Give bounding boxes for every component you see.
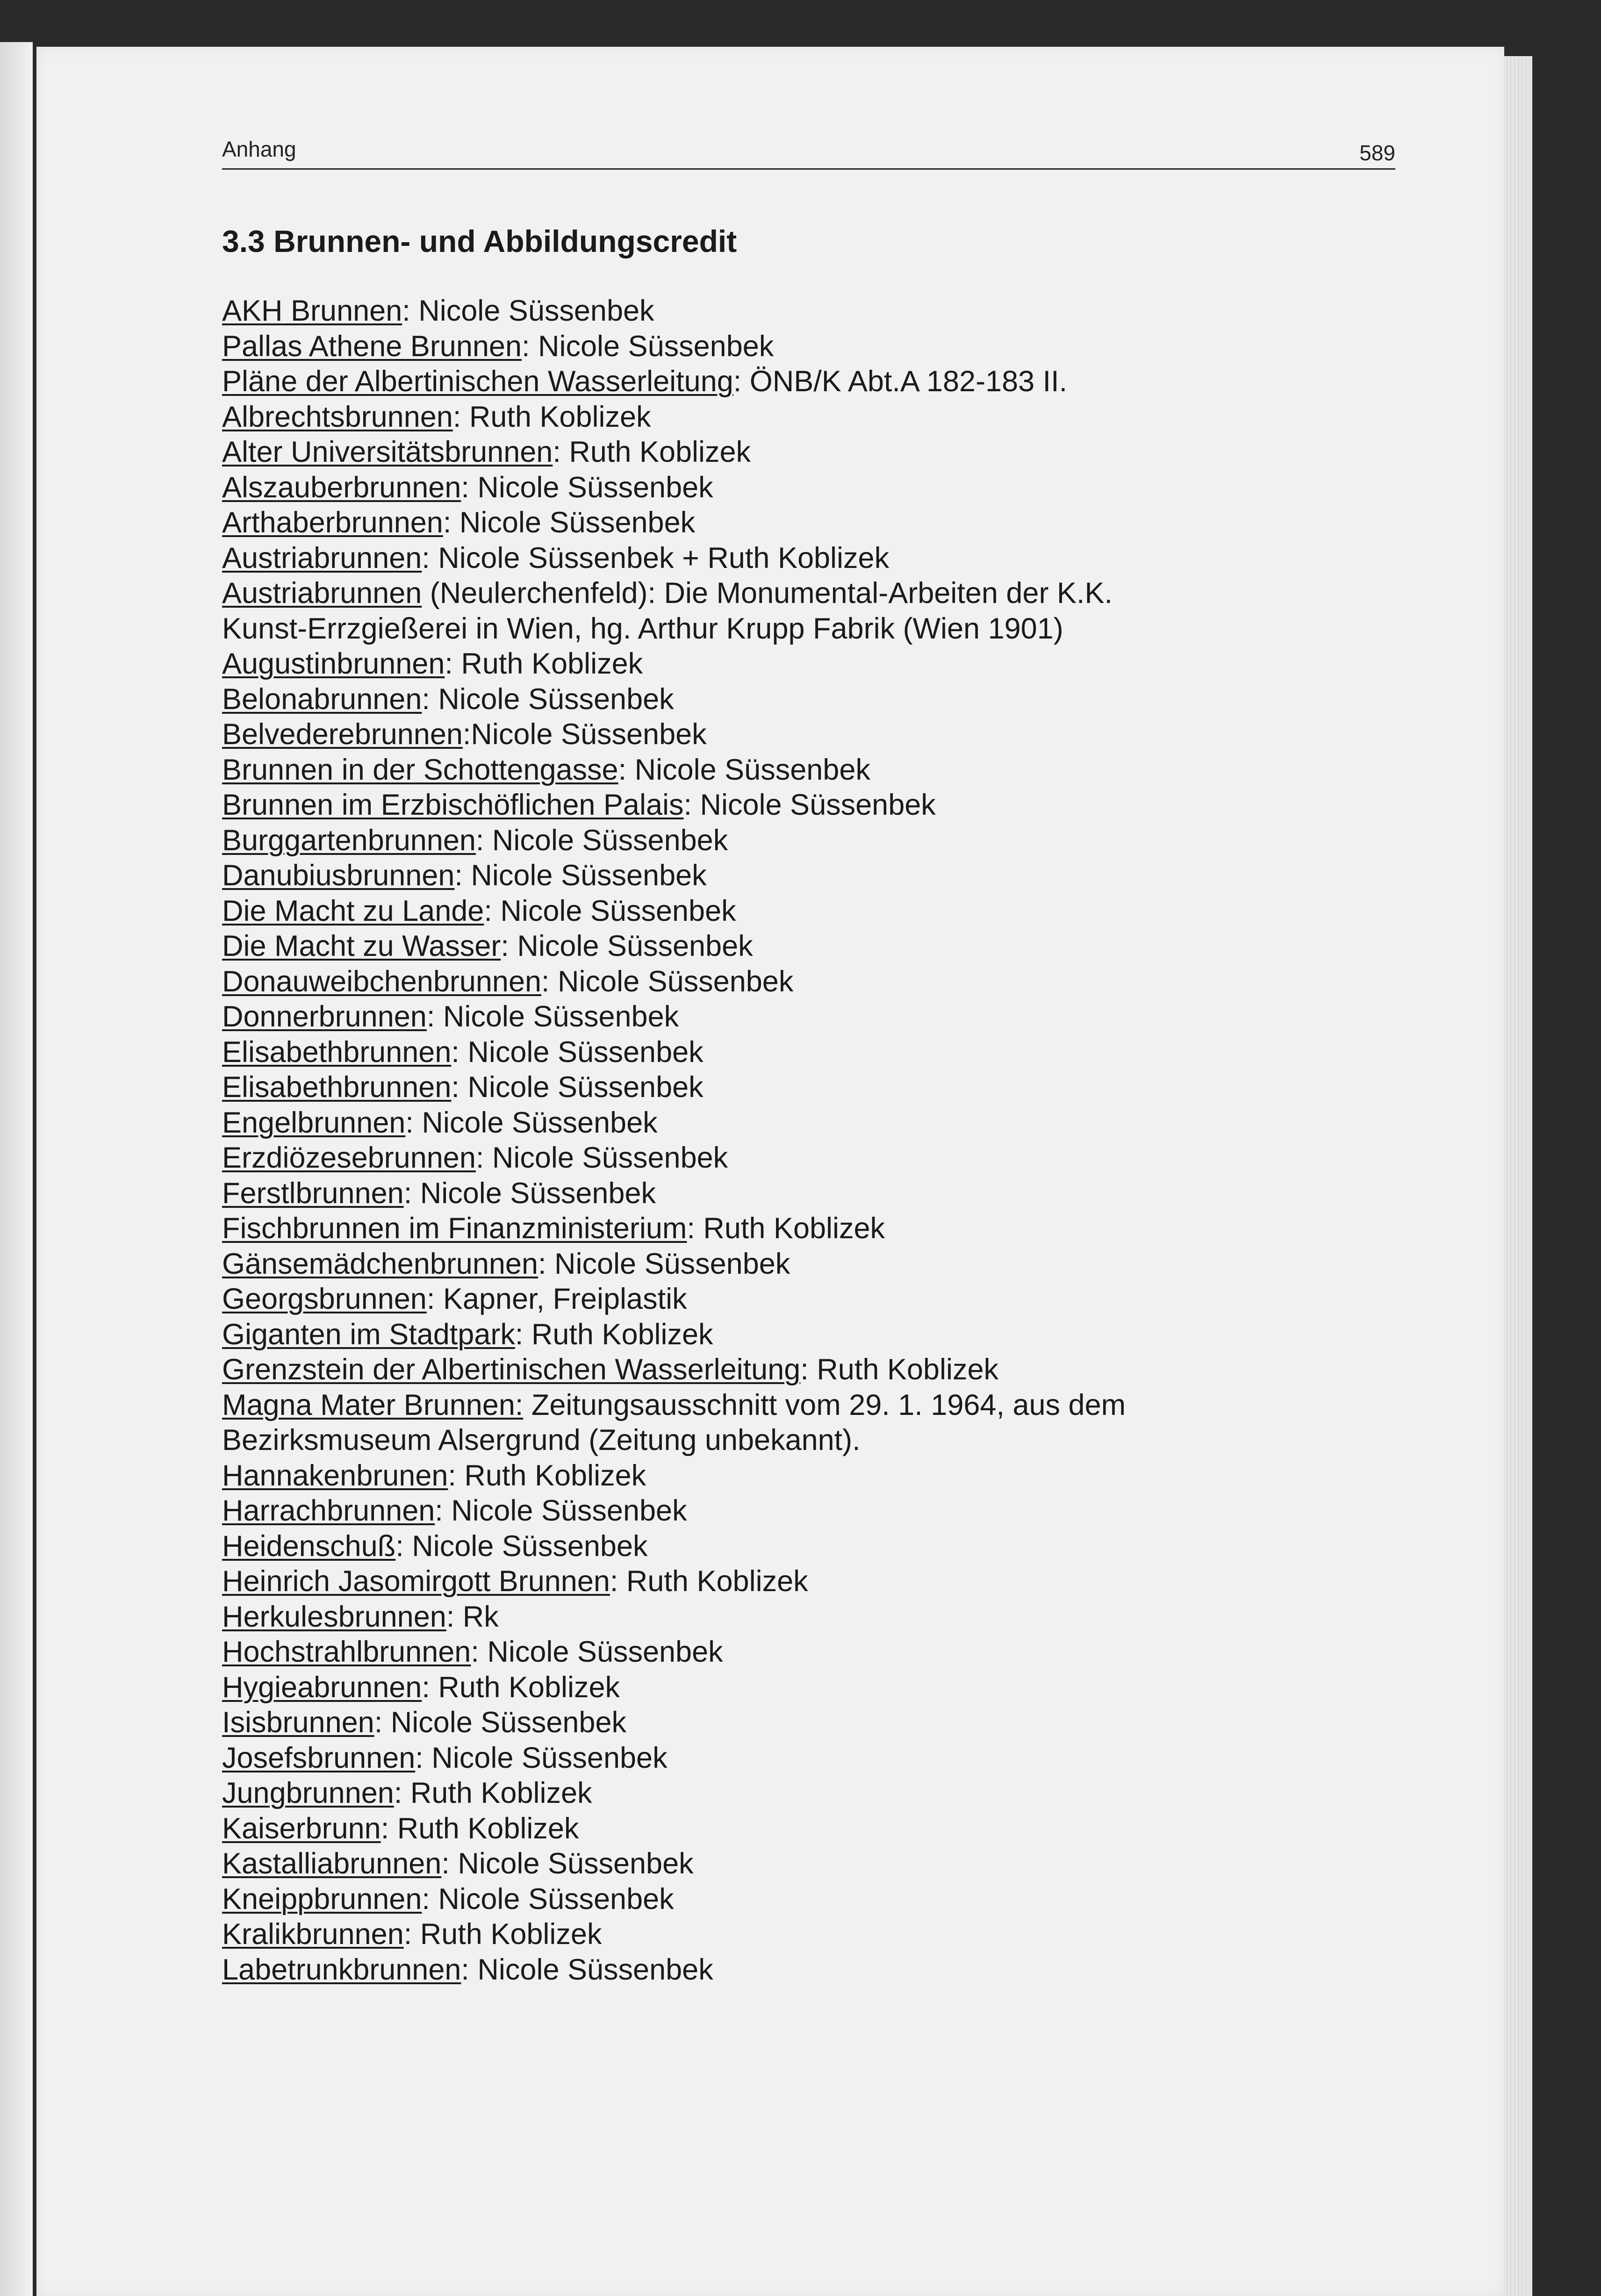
credit-entry xyxy=(222,505,1400,541)
credit-source: : Nicole Süssenbek xyxy=(422,682,674,716)
credit-source: : Ruth Koblizek xyxy=(610,1565,808,1598)
fountain-name: Pläne der Albertinischen Wasserleitung xyxy=(222,365,733,398)
fountain-name: Austriabrunnen xyxy=(222,541,422,574)
credit-source: : Nicole Süssenbek + Ruth Koblizek xyxy=(422,541,890,574)
credit-source: : Nicole Süssenbek xyxy=(541,965,794,998)
credit-entry xyxy=(222,1811,1400,1847)
fountain-name: Hochstrahlbrunnen xyxy=(222,1636,471,1668)
credit-source: : Ruth Koblizek xyxy=(452,400,651,433)
credit-entry xyxy=(222,999,1400,1035)
fountain-name: Die Macht zu Lande xyxy=(222,894,484,927)
credit-source: : Nicole Süssenbek xyxy=(471,1636,723,1668)
credit-source: : Ruth Koblizek xyxy=(403,1918,602,1951)
credit-entry xyxy=(222,1846,1400,1882)
credit-source: : Nicole Süssenbek xyxy=(618,753,870,786)
credit-source: : ÖNB/K Abt.A 182-183 II. xyxy=(733,365,1068,398)
fountain-name: Arthaberbrunnen xyxy=(222,506,443,539)
credit-entry xyxy=(222,435,1400,470)
credit-entry xyxy=(222,1141,1400,1176)
fountain-name: Jungbrunnen xyxy=(222,1777,394,1809)
fountain-name: Brunnen in der Schottengasse xyxy=(222,753,618,786)
fountain-name: Belvederebrunnen xyxy=(222,718,463,751)
page-stack-edge xyxy=(1504,56,1532,2296)
fountain-name: Augustinbrunnen xyxy=(222,647,445,680)
credit-entry xyxy=(222,1741,1400,1776)
credit-entry xyxy=(222,1317,1400,1353)
fountain-name: Kaiserbrunn xyxy=(222,1812,381,1845)
credit-source: : Nicole Süssenbek xyxy=(484,894,736,927)
credit-source: : Nicole Süssenbek xyxy=(454,859,707,892)
fountain-name: Kastalliabrunnen xyxy=(222,1847,442,1880)
credit-source: : Nicole Süssenbek xyxy=(538,1247,790,1280)
fountain-name: Josefsbrunnen xyxy=(222,1741,416,1774)
credit-list xyxy=(222,294,1400,1987)
credit-source: Kunst-Errzgießerei in Wien, hg. Arthur Krupp Fabrik (Wien 1901) xyxy=(222,612,1063,645)
fountain-name: Burggartenbrunnen xyxy=(222,824,476,857)
credit-source: : Ruth Koblizek xyxy=(515,1318,713,1351)
credit-entry xyxy=(222,1776,1400,1811)
fountain-name: Donnerbrunnen xyxy=(222,1000,427,1033)
credit-entry xyxy=(222,894,1400,929)
credit-entry xyxy=(222,1600,1400,1635)
fountain-name: Engelbrunnen xyxy=(222,1106,406,1139)
credit-source: : Nicole Süssenbek xyxy=(683,789,936,821)
fountain-name: Elisabethbrunnen xyxy=(222,1071,452,1104)
credit-entry xyxy=(222,1423,1400,1458)
fountain-name: Gänsemädchenbrunnen xyxy=(222,1247,538,1280)
fountain-name: Isisbrunnen xyxy=(222,1706,374,1739)
fountain-name: Danubiusbrunnen xyxy=(222,859,455,892)
credit-entry xyxy=(222,1458,1400,1494)
credit-entry xyxy=(222,788,1400,823)
credit-source: : Nicole Süssenbek xyxy=(422,1882,674,1916)
credit-entry xyxy=(222,1705,1400,1741)
credit-source: : Nicole Süssenbek xyxy=(402,294,654,327)
fountain-name: Brunnen im Erzbischöflichen Palais xyxy=(222,789,684,821)
credit-source: : Nicole Süssenbek xyxy=(403,1177,656,1210)
fountain-name: Fischbrunnen im Finanzministerium xyxy=(222,1212,687,1245)
page-number: 589 xyxy=(1359,141,1395,165)
fountain-name: Alszauberbrunnen xyxy=(222,471,461,504)
credit-source: : Nicole Süssenbek xyxy=(475,1141,728,1174)
credit-source: : Ruth Koblizek xyxy=(553,436,751,468)
credit-entry xyxy=(222,1952,1400,1988)
credit-entry xyxy=(222,858,1400,894)
credit-source: : Ruth Koblizek xyxy=(394,1777,592,1809)
fountain-name: Heinrich Jasomirgott Brunnen xyxy=(222,1565,610,1598)
fountain-name: Kneippbrunnen xyxy=(222,1882,422,1916)
credit-source: : Ruth Koblizek xyxy=(381,1812,579,1845)
fountain-name: Elisabethbrunnen xyxy=(222,1035,452,1069)
credit-source: : Kapner, Freiplastik xyxy=(426,1283,687,1315)
credit-source: : Nicole Süssenbek xyxy=(441,1847,694,1880)
credit-entry xyxy=(222,646,1400,682)
credit-entry xyxy=(222,1247,1400,1282)
credit-source: : Nicole Süssenbek xyxy=(451,1035,704,1069)
credit-source: : Nicole Süssenbek xyxy=(374,1706,627,1739)
credit-source: : Ruth Koblizek xyxy=(800,1353,998,1386)
credit-entry xyxy=(222,1564,1400,1600)
fountain-name: Die Macht zu Wasser xyxy=(222,930,501,962)
credit-source: : Nicole Süssenbek xyxy=(395,1529,648,1563)
fountain-name: Albrechtsbrunnen xyxy=(222,400,453,433)
credit-entry xyxy=(222,1070,1400,1105)
credit-entry xyxy=(222,1176,1400,1212)
fountain-name: Ferstlbrunnen xyxy=(222,1177,404,1210)
fountain-name: Georgsbrunnen xyxy=(222,1283,427,1315)
fountain-name: Alter Universitätsbrunnen xyxy=(222,436,553,468)
fountain-name: Donauweibchenbrunnen xyxy=(222,965,542,998)
credit-source: :Nicole Süssenbek xyxy=(462,718,707,751)
credit-entry xyxy=(222,823,1400,859)
fountain-name: Pallas Athene Brunnen xyxy=(222,330,522,363)
running-header xyxy=(222,136,1395,170)
credit-entry xyxy=(222,1882,1400,1917)
credit-entry xyxy=(222,541,1400,576)
credit-entry xyxy=(222,400,1400,435)
credit-source: : Nicole Süssenbek xyxy=(521,330,774,363)
fountain-name: Hannakenbrunen xyxy=(222,1459,448,1492)
credit-entry xyxy=(222,329,1400,365)
credit-entry xyxy=(222,717,1400,753)
credit-source: : Nicole Süssenbek xyxy=(405,1106,658,1139)
credit-entry xyxy=(222,1493,1400,1529)
fountain-name: Giganten im Stadtpark xyxy=(222,1318,515,1351)
credit-source: Bezirksmuseum Alsergrund (Zeitung unbekannt). xyxy=(222,1424,861,1457)
credit-entry xyxy=(222,753,1400,788)
fountain-name: Belonabrunnen xyxy=(222,682,422,716)
fountain-name: Herkulesbrunnen xyxy=(222,1600,446,1633)
credit-entry xyxy=(222,1670,1400,1706)
credit-source: : Nicole Süssenbek xyxy=(435,1494,687,1527)
fountain-name: Labetrunkbrunnen xyxy=(222,1953,461,1986)
credit-source: : Nicole Süssenbek xyxy=(415,1741,668,1774)
credit-entry xyxy=(222,294,1400,329)
credit-entry xyxy=(222,1105,1400,1141)
credit-entry xyxy=(222,576,1400,611)
credit-entry xyxy=(222,1529,1400,1564)
fountain-name: Erzdiözesebrunnen xyxy=(222,1141,476,1174)
fountain-name: Kralikbrunnen xyxy=(222,1918,404,1951)
credit-entry xyxy=(222,1211,1400,1247)
section-title: 3.3 Brunnen- und Abbildungscredit xyxy=(222,224,737,258)
credit-source: : Ruth Koblizek xyxy=(687,1212,885,1245)
credit-source: : Ruth Koblizek xyxy=(445,647,643,680)
credit-entry xyxy=(222,1352,1400,1388)
credit-source: : Ruth Koblizek xyxy=(448,1459,646,1492)
credit-entry xyxy=(222,1388,1400,1423)
fountain-name: AKH Brunnen xyxy=(222,294,402,327)
credit-source: : Ruth Koblizek xyxy=(422,1671,620,1704)
credit-source: : Nicole Süssenbek xyxy=(461,1953,713,1986)
fountain-name: Magna Mater Brunnen: xyxy=(222,1388,524,1421)
credit-entry xyxy=(222,1282,1400,1317)
credit-source: : Nicole Süssenbek xyxy=(451,1071,704,1104)
credit-source: : Nicole Süssenbek xyxy=(475,824,728,857)
credit-source: Zeitungsausschnitt vom 29. 1. 1964, aus dem xyxy=(523,1388,1126,1421)
credit-source: : Rk xyxy=(446,1600,499,1633)
credit-source: (Neulerchenfeld): Die Monumental-Arbeiten der K.K. xyxy=(422,577,1113,610)
credit-entry xyxy=(222,611,1400,647)
fountain-name: Heidenschuß xyxy=(222,1529,396,1563)
credit-entry xyxy=(222,364,1400,400)
fountain-name: Grenzstein der Albertinischen Wasserleitung xyxy=(222,1353,801,1386)
credit-source: : Nicole Süssenbek xyxy=(443,506,696,539)
credit-entry xyxy=(222,1635,1400,1670)
credit-entry xyxy=(222,929,1400,964)
credit-entry xyxy=(222,1917,1400,1952)
fountain-name: Austriabrunnen xyxy=(222,577,422,610)
credit-entry xyxy=(222,1035,1400,1070)
fountain-name: Harrachbrunnen xyxy=(222,1494,435,1527)
credit-entry xyxy=(222,470,1400,506)
credit-source: : Nicole Süssenbek xyxy=(461,471,713,504)
credit-entry xyxy=(222,964,1400,1000)
credit-entry xyxy=(222,682,1400,718)
credit-source: : Nicole Süssenbek xyxy=(426,1000,679,1033)
header-section-label: Anhang xyxy=(222,137,296,161)
left-page-edge xyxy=(0,42,33,2296)
fountain-name: Hygieabrunnen xyxy=(222,1671,422,1704)
credit-source: : Nicole Süssenbek xyxy=(501,930,753,962)
